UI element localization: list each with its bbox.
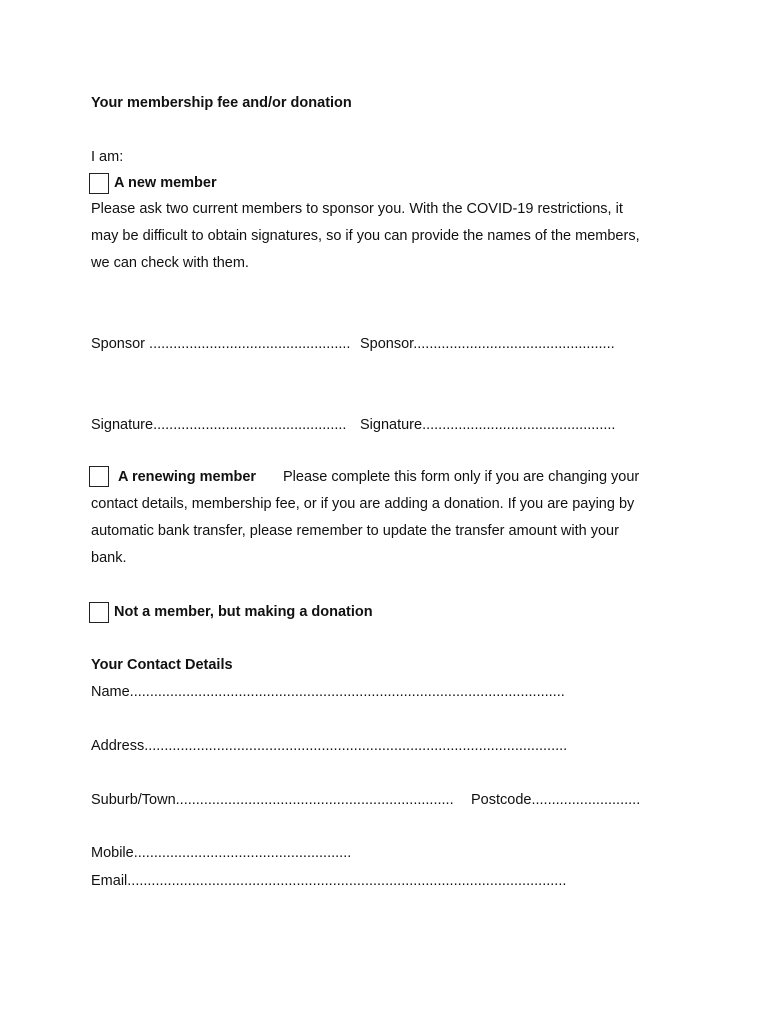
i-am-label: I am:	[91, 149, 124, 165]
donation-only-label: Not a member, but making a donation	[114, 604, 373, 620]
suburb-field[interactable]: Suburb/Town.....................................................................	[91, 792, 454, 808]
sponsor-1-field[interactable]: Sponsor ..................................................	[91, 336, 351, 352]
renewing-member-checkbox[interactable]	[89, 466, 109, 487]
sponsor-2-field[interactable]: Sponsor..................................................	[360, 336, 615, 352]
new-member-label: A new member	[114, 175, 217, 191]
mobile-field[interactable]: Mobile......................................................	[91, 845, 352, 861]
signature-2-field[interactable]: Signature................................................	[360, 417, 616, 433]
section-heading: Your membership fee and/or donation	[91, 95, 352, 111]
postcode-field[interactable]: Postcode...........................	[471, 792, 641, 808]
renewing-member-note-line: contact details, membership fee, or if you are adding a donation. If you are paying by	[91, 496, 635, 512]
new-member-note	[91, 196, 691, 277]
renewing-member-note	[91, 491, 691, 572]
new-member-note-line: may be difficult to obtain signatures, so if you can provide the names of the members,	[91, 228, 640, 244]
email-field[interactable]: Email.............................................................................................................	[91, 873, 567, 889]
renewing-member-note-first: Please complete this form only if you are changing your	[283, 469, 640, 485]
renewing-member-note-line: automatic bank transfer, please remember to update the transfer amount with your	[91, 523, 619, 539]
new-member-note-line: we can check with them.	[91, 255, 249, 271]
signature-1-field[interactable]: Signature................................................	[91, 417, 347, 433]
contact-heading: Your Contact Details	[91, 657, 233, 673]
new-member-note-line: Please ask two current members to sponsor you. With the COVID-19 restrictions, it	[91, 201, 623, 217]
address-field[interactable]: Address.........................................................................................................	[91, 738, 568, 754]
donation-only-checkbox[interactable]	[89, 602, 109, 623]
name-field[interactable]: Name............................................................................................................	[91, 684, 565, 700]
renewing-member-label: A renewing member	[118, 469, 257, 485]
renewing-member-note-line: bank.	[91, 550, 127, 566]
new-member-checkbox[interactable]	[89, 173, 109, 194]
